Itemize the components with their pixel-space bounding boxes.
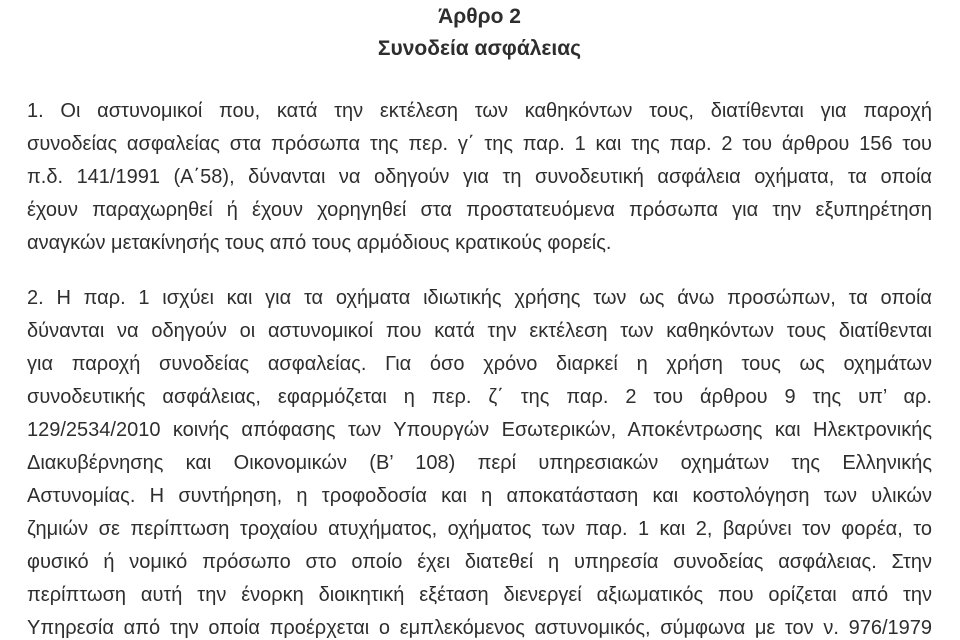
text-line: αναγκών μετακίνησής τους από τους αρμόδιους κρατικούς φορείς. [27, 232, 612, 254]
text-line: περίπτωση αυτή την ένορκη διοικητική εξέταση διενεργεί αξιωματικός που ορίζεται από την [27, 584, 932, 606]
text-line: έχουν παραχωρηθεί ή έχουν χορηγηθεί στα προστατευόμενα πρόσωπα για την εξυπηρέτηση [27, 199, 932, 221]
text-line: συνοδείας ασφαλείας στα πρόσωπα της περ. γ΄ της παρ. 1 και της παρ. 2 του άρθρου 156 του [27, 133, 932, 155]
article-heading-block [27, 1, 932, 65]
paragraph-2 [27, 282, 932, 640]
article-number-heading: Άρθρο 2 [438, 5, 521, 28]
text-line: 129/2534/2010 κοινής απόφασης των Υπουργών Εσωτερικών, Αποκέντρωσης και Ηλεκτρονικής [27, 419, 932, 441]
text-line: Υπηρεσία από την οποία προέρχεται ο εμπλεκόμενος αστυνομικός, σύμφωνα με τον ν. 976/1979 [27, 617, 932, 639]
text-line: 1. Οι αστυνομικοί που, κατά την εκτέλεση των καθηκόντων τους, διατίθενται για παροχή [27, 100, 932, 122]
text-line: π.δ. 141/1991 (Α΄58), δύνανται να οδηγούν για τη συνοδευτική ασφάλεια οχήματα, τα οποία [27, 166, 932, 188]
paragraph-1 [27, 95, 932, 260]
text-line: δύνανται να οδηγούν οι αστυνομικοί που κατά την εκτέλεση των καθηκόντων τους διατίθενται [27, 320, 932, 342]
text-line: φυσικό ή νομικό πρόσωπο στο οποίο έχει διατεθεί η υπηρεσία συνοδείας ασφάλειας. Στην [27, 551, 932, 573]
text-line: Αστυνομίας. Η συντήρηση, η τροφοδοσία και η αποκατάσταση και κοστολόγηση των υλικών [27, 485, 932, 507]
article-title-heading: Συνοδεία ασφάλειας [377, 37, 582, 60]
text-line: Διακυβέρνησης και Οικονομικών (Β’ 108) περί υπηρεσιακών οχημάτων της Ελληνικής [27, 452, 932, 474]
text-line: 2. Η παρ. 1 ισχύει και για τα οχήματα ιδιωτικής χρήσης των ως άνω προσώπων, τα οποία [27, 287, 932, 309]
text-line: συνοδευτικής ασφάλειας, εφαρμόζεται η περ. ζ΄ της παρ. 2 του άρθρου 9 της υπ’ αρ. [27, 386, 932, 408]
text-line: ζημιών σε περίπτωση τροχαίου ατυχήματος, οχήματος των παρ. 1 και 2, βαρύνει τον φορέα, το [27, 518, 932, 540]
text-line: για παροχή συνοδείας ασφαλείας. Για όσο χρόνο διαρκεί η χρήση τους ως οχημάτων [27, 353, 932, 375]
